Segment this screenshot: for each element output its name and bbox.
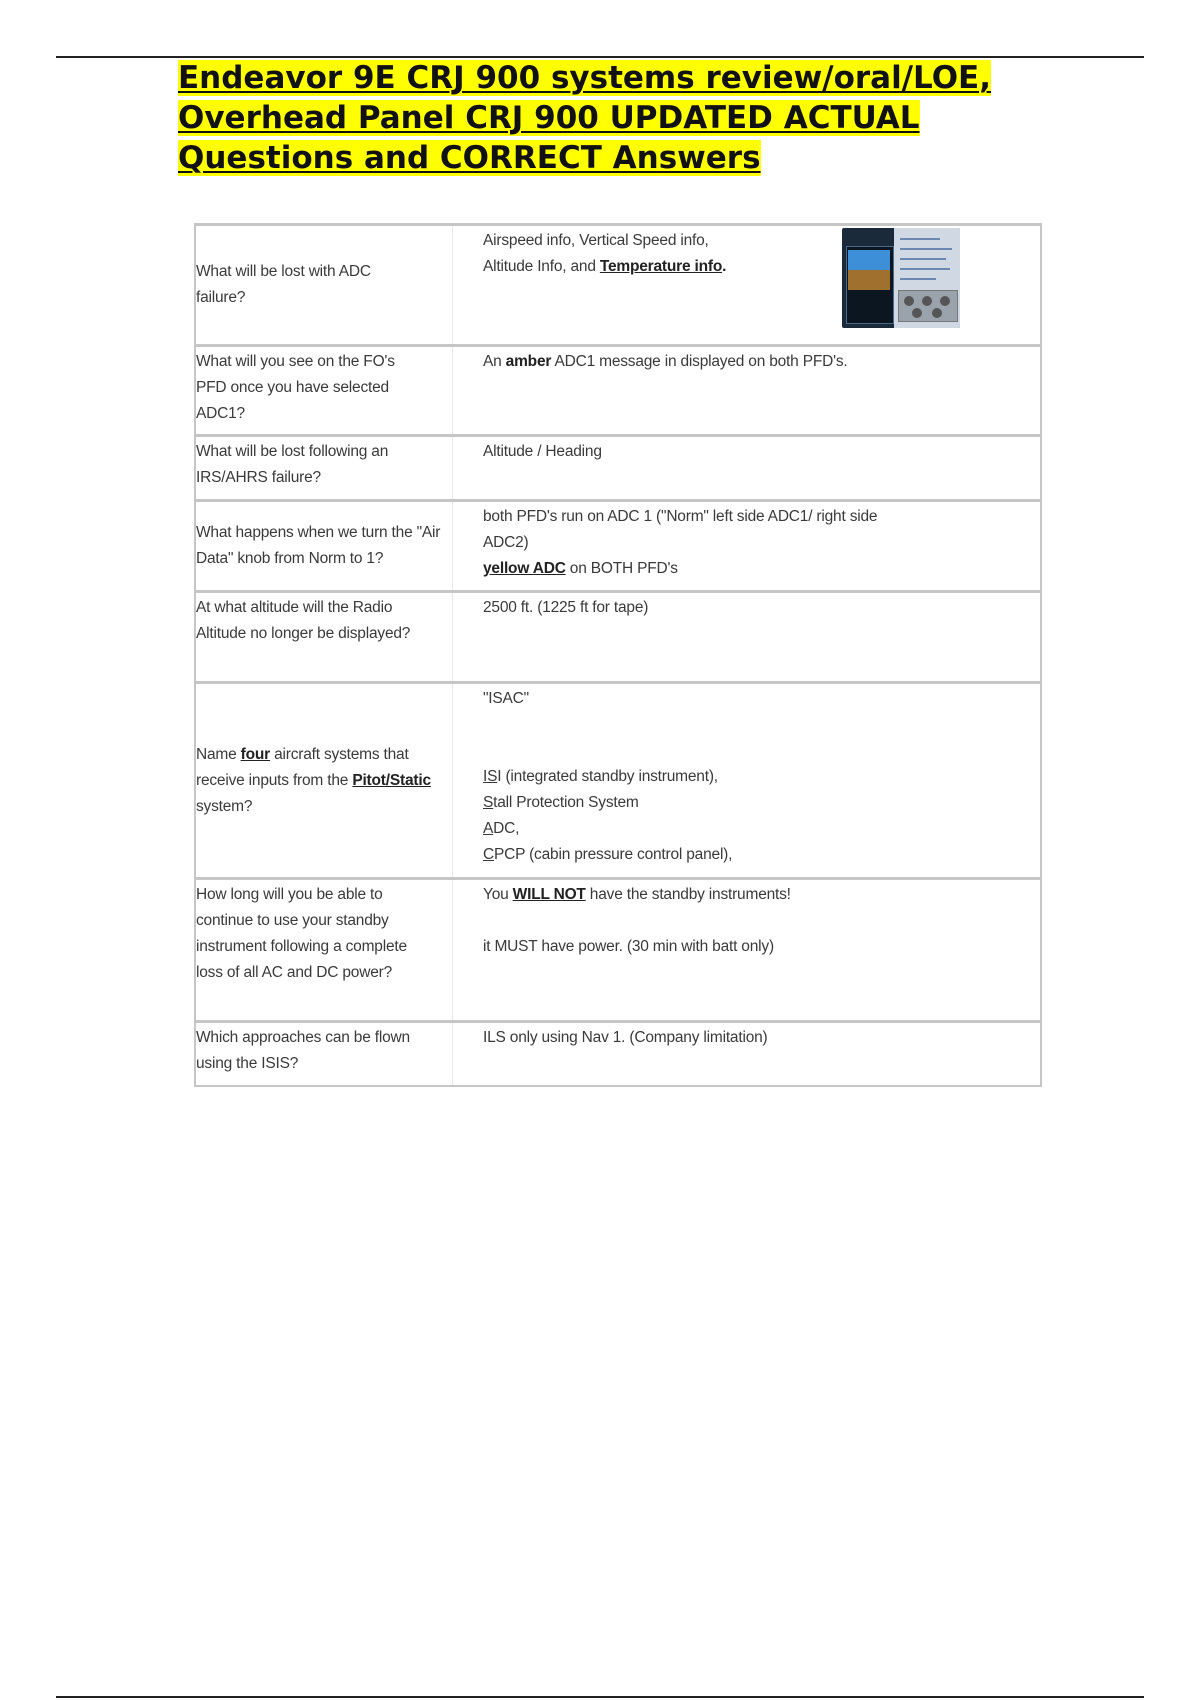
qa-table: [194, 223, 1042, 1087]
answer-line: 2500 ft. (1225 ft for tape): [483, 599, 649, 616]
list-item: [483, 764, 1030, 790]
question-cell: [195, 436, 453, 501]
question-part: system?: [196, 797, 253, 815]
question-text: At what altitude will the Radio Altitude no longer be displayed?: [196, 599, 411, 642]
answer-text: on BOTH PFD's: [565, 560, 678, 577]
question-cell: [195, 501, 453, 592]
list-item-letter: S: [483, 794, 494, 811]
list-item-text: I (integrated standby instrument),: [497, 768, 718, 785]
answer-cell: [453, 501, 1042, 592]
question-cell: [195, 683, 453, 879]
answer-text: You: [483, 886, 513, 903]
table-row: [195, 1022, 1041, 1086]
answer-cell: [453, 683, 1042, 879]
list-item: [483, 842, 1030, 868]
answer-cell: [453, 1022, 1042, 1086]
document-title-text: Endeavor 9E CRJ 900 systems review/oral/LOE, Overhead Panel CRJ 900 UPDATED ACTUAL Questions and CORRECT Answers: [178, 60, 991, 176]
question-emphasis: Pitot/Static: [352, 771, 431, 789]
question-text: How long will you be able to continue to use your standby instrument following a complete loss of all AC and DC power?: [196, 886, 407, 981]
answer-emphasis: WILL NOT: [512, 886, 586, 903]
list-item-text: DC,: [493, 820, 520, 837]
list-item: [483, 790, 1030, 816]
question-cell: [195, 1022, 453, 1086]
list-item-letter: C: [483, 846, 494, 863]
table-row: [195, 879, 1041, 1022]
question-text: What will be lost following an IRS/AHRS failure?: [196, 443, 389, 486]
table-row: [195, 683, 1041, 879]
answer-cell: [453, 346, 1042, 436]
pfd-screenshot-image: [842, 228, 960, 328]
bottom-rule: [56, 1696, 1144, 1698]
answer-line: [483, 556, 1030, 582]
question-cell: [195, 346, 453, 436]
answer-text: have the standby instruments!: [585, 886, 791, 903]
answer-cell: [453, 879, 1042, 1022]
list-item-text: tall Protection System: [493, 794, 639, 811]
question-text: Which approaches can be flown using the ISIS?: [196, 1029, 410, 1072]
table-row: [195, 346, 1041, 436]
question-text: What happens when we turn the "Air Data" knob from Norm to 1?: [196, 524, 441, 567]
question-text: What will you see on the FO's PFD once you have selected ADC1?: [196, 353, 395, 422]
question-emphasis: four: [240, 745, 270, 763]
document-title: [178, 58, 1078, 178]
answer-text: ADC1 message in displayed on both PFD's.: [551, 353, 848, 370]
question-part: Name: [196, 745, 241, 763]
answer-line: it MUST have power. (30 min with batt only): [483, 938, 774, 955]
answer-emphasis: yellow ADC: [483, 560, 566, 577]
list-item-letter: A: [483, 820, 494, 837]
answer-cell: [453, 436, 1042, 501]
answer-punct: .: [722, 258, 727, 275]
answer-line: Airspeed info, Vertical Speed info,: [483, 232, 709, 249]
answer-emphasis: Temperature info: [599, 258, 723, 275]
question-text: [196, 742, 431, 820]
answer-cell: [453, 592, 1042, 683]
question-text: What will be lost with ADC failure?: [196, 263, 371, 306]
list-item: [483, 816, 1030, 842]
table-row: [195, 436, 1041, 501]
answer-line: [483, 882, 1030, 908]
answer-line: ILS only using Nav 1. (Company limitation): [483, 1029, 768, 1046]
answer-line: Altitude / Heading: [483, 443, 602, 460]
table-row: [195, 592, 1041, 683]
acronym: "ISAC": [483, 690, 529, 707]
answer-text: An: [483, 353, 506, 370]
table-row: [195, 501, 1041, 592]
list-item-text: PCP (cabin pressure control panel),: [494, 846, 733, 863]
list-item-letter: IS: [483, 768, 498, 785]
answer-emphasis: amber: [505, 353, 552, 370]
question-cell: [195, 225, 453, 346]
answer-text: Altitude Info, and: [483, 258, 600, 275]
question-cell: [195, 879, 453, 1022]
answer-cell: [453, 225, 1042, 346]
question-part: aircraft systems that receive inputs from the: [196, 745, 409, 789]
answer-line: both PFD's run on ADC 1 ("Norm" left side ADC1/ right side ADC2): [483, 508, 878, 551]
answer-line: [483, 347, 1030, 375]
question-cell: [195, 592, 453, 683]
table-row: [195, 225, 1041, 346]
